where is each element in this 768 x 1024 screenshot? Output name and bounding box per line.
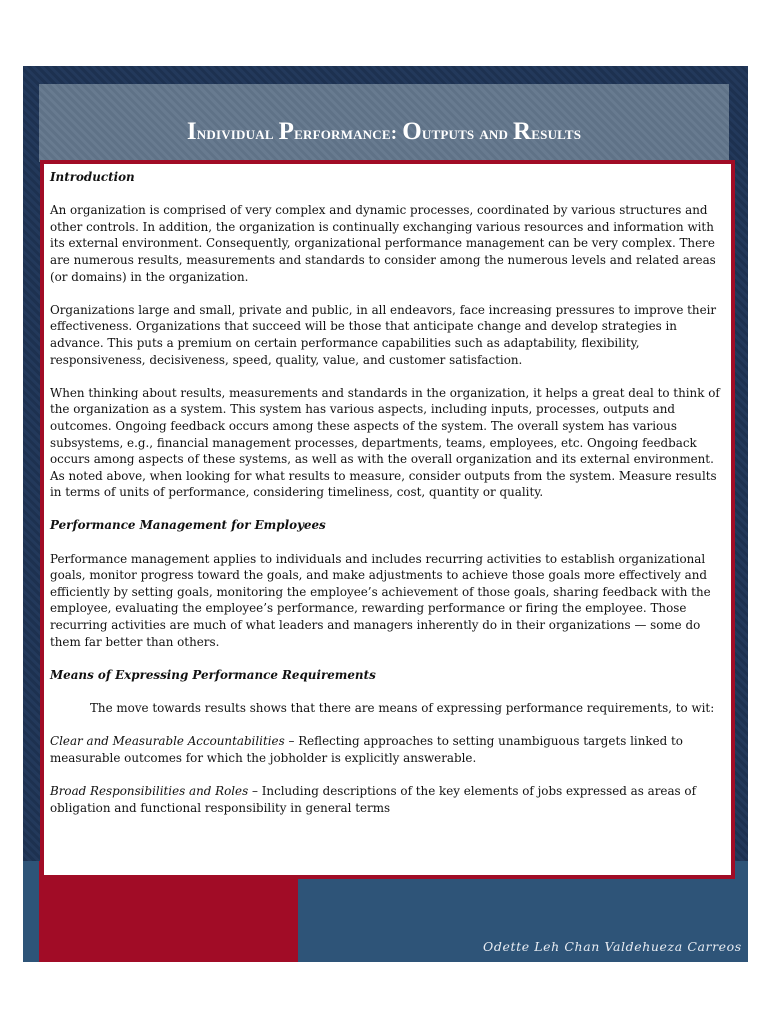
title-word-2: erformance: [294,123,403,144]
intro-paragraph-4: As noted above, when looking for what results to measure, consider outputs from the system. Measure results in terms of units of performance, considering timeliness, cost, quantity or quality. [50,468,717,500]
accountabilities-term: Clear and Measurable Accountabilities [50,734,285,749]
content-box [40,160,735,879]
title-cap-1: I [186,118,197,145]
author-signature: Odette Leh Chan Valdehueza Carreos [483,939,742,954]
intro-paragraph-3: When thinking about results, measurements and standards in the organization, it helps a great deal to think of the organization as a system. This system has various aspects, including inputs, processes, outputs and outcomes. Ongoing feedback occurs among these aspects of the system. The overall system has various subsystems, e.g., financial management processes, departments, teams, employees, etc. Ongoing feedback occurs among aspects of these systems, as well as with the overall organization and its external environment. [50,385,720,467]
intro-paragraph-2: Organizations large and small, private and public, in all endeavors, face increasing pressures to improve their effectiveness. Organizations that succeed will be those that anticipate change and develop strategies in advance. This puts a premium on certain performance capabilities such as adaptability, flexibility, responsiveness, decisiveness, speed, quality, value, and customer satisfaction. [50,302,717,367]
page-title [39,118,729,146]
performance-management-heading: Performance Management for Employees [50,518,326,533]
responsibilities-text: – Including descriptions of the key elements of jobs expressed as areas of obligation and functional responsibility in general terms [50,783,696,815]
title-word-3: utputs and [421,123,514,144]
title-word-4: esults [531,123,582,144]
title-band [39,84,729,162]
accountabilities-item [50,733,731,766]
responsibilities-item [50,783,731,816]
title-cap-4: R [513,118,532,145]
means-heading: Means of Expressing Performance Requirements [50,667,376,682]
title-cap-2: P [278,118,295,145]
intro-paragraph-1: An organization is comprised of very complex and dynamic processes, coordinated by various structures and other controls. In addition, the organization is continually exchanging various resources and information with its external environment. Consequently, organizational performance management can be very complex. There are numerous results, measurements and standards to consider among the numerous levels and related areas (or domains) in the organization. [50,203,716,284]
performance-management-paragraph: Performance management applies to individuals and includes recurring activities to establish organizational goals, monitor progress toward the goals, and make adjustments to achieve those goals more effectively and efficiently by setting goals, monitoring the employee’s achievement of those goals, sharing feedback with the employee, evaluating the employee’s performance, rewarding performance or firing the employee. Those recurring activities are much of what leaders and managers inherently do in their organizations — some do them far better than others. [50,551,711,649]
slide-background [23,66,748,962]
accountabilities-text: – Reflecting approaches to setting unambiguous targets linked to measurable outcomes for which the jobholder is explicitly answerable. [50,734,683,765]
means-paragraph: The move towards results shows that there are means of expressing performance requirements, to wit: [90,701,715,715]
title-cap-3: O [402,118,422,145]
title-word-1: ndividual [196,123,279,144]
intro-heading: Introduction [50,170,135,184]
responsibilities-term: Broad Responsibilities and Roles [50,783,249,798]
